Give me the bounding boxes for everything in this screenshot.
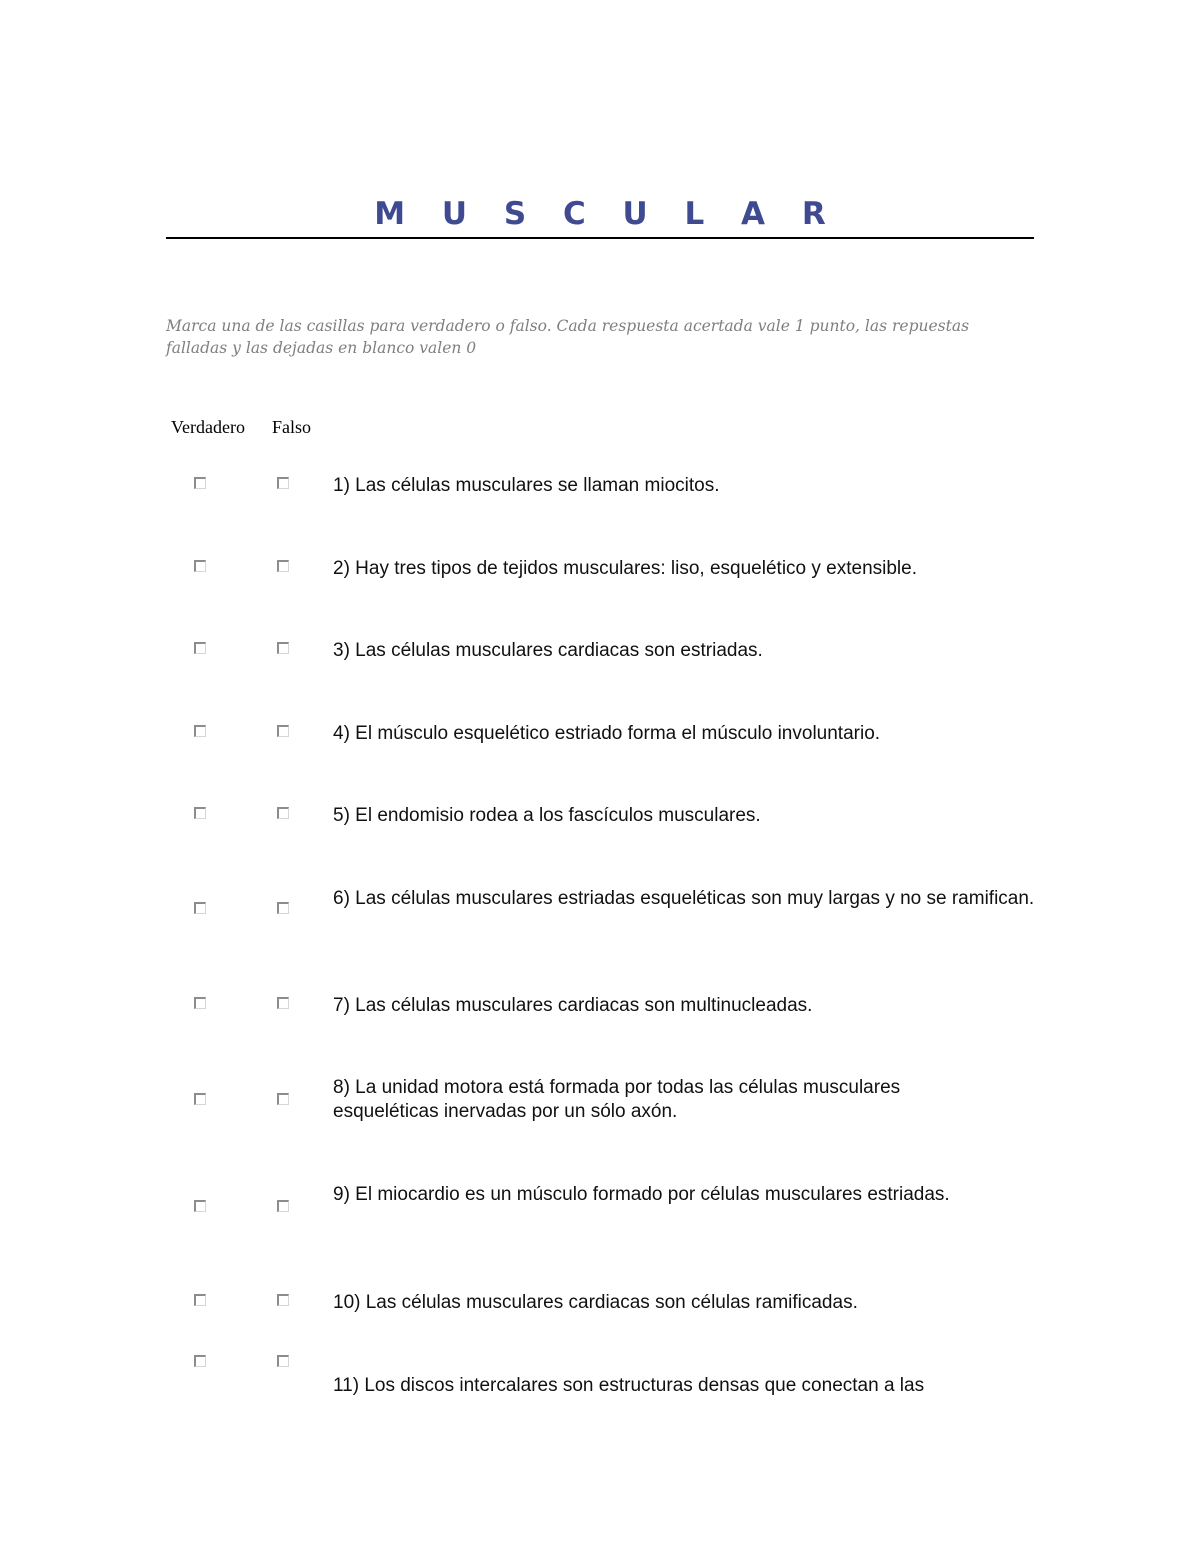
title-underline [166, 237, 1034, 239]
instructions-text: Marca una de las casillas para verdadero o falso. Cada respuesta acertada vale 1 punto, las repuestas falladas y las dejadas en blanco valen 0 [166, 317, 970, 357]
true-checkbox-10[interactable] [194, 1294, 206, 1306]
false-checkbox-8[interactable] [277, 1093, 289, 1105]
false-checkbox-2[interactable] [277, 560, 289, 572]
question-text-4: 4) El músculo esquelético estriado forma el músculo involuntario. [333, 723, 881, 744]
false-checkbox-5[interactable] [277, 807, 289, 819]
false-checkbox-3[interactable] [277, 642, 289, 654]
true-checkbox-4[interactable] [194, 725, 206, 737]
question-text-1: 1) Las células musculares se llaman miocitos. [333, 475, 720, 496]
false-checkbox-4[interactable] [277, 725, 289, 737]
question-text-3: 3) Las células musculares cardiacas son estriadas. [333, 640, 763, 661]
true-checkbox-6[interactable] [194, 902, 206, 914]
page-title: M U S C U L A R [374, 196, 839, 232]
false-checkbox-7[interactable] [277, 997, 289, 1009]
true-checkbox-3[interactable] [194, 642, 206, 654]
column-header-false: Falso [272, 417, 312, 437]
question-text-9: 9) El miocardio es un músculo formado por células musculares estriadas. [333, 1184, 950, 1205]
false-checkbox-10[interactable] [277, 1294, 289, 1306]
true-checkbox-1[interactable] [194, 477, 206, 489]
true-checkbox-8[interactable] [194, 1093, 206, 1105]
true-checkbox-5[interactable] [194, 807, 206, 819]
question-text-11: 11) Los discos intercalares son estructuras densas que conectan a las [333, 1375, 925, 1396]
question-text-6: 6) Las células musculares estriadas esqueléticas son muy largas y no se ramifican. [333, 888, 1035, 909]
false-checkbox-9[interactable] [277, 1200, 289, 1212]
true-checkbox-2[interactable] [194, 560, 206, 572]
true-checkbox-7[interactable] [194, 997, 206, 1009]
false-checkbox-1[interactable] [277, 477, 289, 489]
question-text-8: 8) La unidad motora está formada por todas las células musculares esqueléticas inervadas por un sólo axón. [333, 1077, 901, 1122]
question-text-10: 10) Las células musculares cardiacas son células ramificadas. [333, 1292, 858, 1313]
question-text-5: 5) El endomisio rodea a los fascículos musculares. [333, 805, 761, 826]
true-checkbox-9[interactable] [194, 1200, 206, 1212]
question-text-2: 2) Hay tres tipos de tejidos musculares: liso, esquelético y extensible. [333, 558, 917, 579]
column-header-true: Verdadero [171, 417, 245, 437]
false-checkbox-6[interactable] [277, 902, 289, 914]
false-checkbox-11[interactable] [277, 1355, 289, 1367]
question-text-7: 7) Las células musculares cardiacas son multinucleadas. [333, 995, 813, 1016]
true-checkbox-11[interactable] [194, 1355, 206, 1367]
